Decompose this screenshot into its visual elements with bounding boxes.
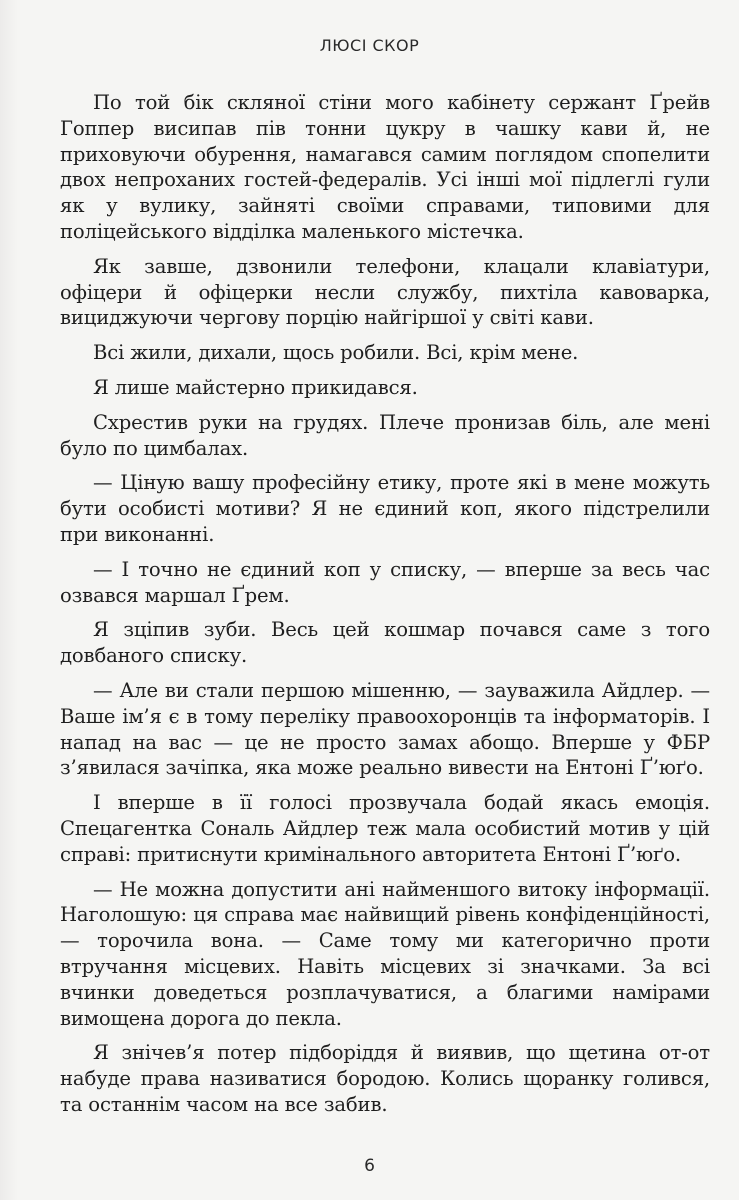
paragraph: Я знічев’я потер підборіддя й виявив, що щетина от-от набуде права називатися бородою. Колись щоранку голився, та останнім часом на все забив. — [60, 1041, 710, 1116]
paragraph: Я зціпив зуби. Весь цей кошмар почався саме з того довбаного списку. — [60, 618, 710, 668]
paragraph: — Ціную вашу професійну етику, проте які в мене можуть бути особисті мотиви? Я не єдиний коп, якого підстрелили при виконанні. — [60, 471, 710, 546]
page-number: 6 — [364, 1156, 375, 1176]
paragraph: Схрестив руки на грудях. Плече пронизав біль, але мені було по цимбалах. — [60, 410, 710, 460]
paragraph: — Не можна допустити ані найменшого витоку інформації. Наголошую: ця справа має найвищий рівень конфіденційності, — торочила вона. — Саме тому ми категорично проти втручання місцевих. Навіть місцевих зі значками. За всі вчинки доведеться розплачуватися, а благими намірами вимощена дорога до пекла. — [60, 877, 710, 1030]
running-header: ЛЮСІ СКОР — [319, 36, 420, 55]
paragraph: Всі жили, дихали, щось робили. Всі, крім мене. — [93, 341, 579, 365]
paragraph: І вперше в її голосі прозвучала бодай якась емоція. Спецагентка Сональ Айдлер теж мала особистий мотив у цій справі: притиснути кримінального авторитета Ентоні Ґ’юґо. — [60, 791, 710, 866]
paragraph: Як завше, дзвонили телефони, клацали клавіатури, офіцери й офіцерки несли службу, пихтіла кавоварка, вициджуючи чергову порцію найгіршої у світі кави. — [60, 254, 710, 330]
paragraph: По той бік скляної стіни мого кабінету сержант Ґрейв Гоппер висипав пів тонни цукру в чашку кави й, не приховуючи обурення, намагався самим поглядом спопелити двох непроханих гостей-федералів. Усі інші мої підлеглі гули як у вулику, зайняті своїми справами, типовими для поліцейського відділка маленького містечка. — [60, 91, 710, 243]
paragraph: — І точно не єдиний коп у списку, — вперше за весь час озвався маршал Ґрем. — [60, 557, 710, 607]
body-text — [60, 90, 710, 1127]
paragraph: Я лише майстерно прикидався. — [93, 375, 418, 399]
paragraph: — Але ви стали першою мішенню, — зауважила Айдлер. — Ваше ім’я є в тому переліку правоохоронців та інформаторів. І напад на вас — це не просто замах абощо. Вперше у ФБР з’явилася зачіпка, яка може реально вивести на Ентоні Ґ’юґо. — [60, 678, 710, 780]
